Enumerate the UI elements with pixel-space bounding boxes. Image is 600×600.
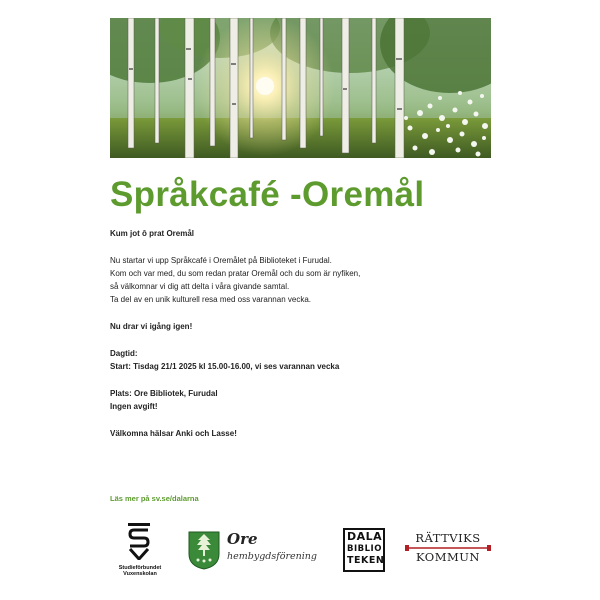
sv-emblem-icon	[110, 522, 170, 560]
rattviks-kommun-logo	[402, 532, 494, 568]
read-more-link[interactable]: Läs mer på sv.se/dalarna	[110, 494, 199, 503]
sv-logo-line2: Vuxenskolan	[123, 571, 157, 577]
greeting-text: Välkomna hälsar Anki och Lasse!	[110, 429, 237, 438]
body-line: Nu startar vi upp Språkcafé i Oremålet på Biblioteket i Furudal.	[110, 256, 332, 265]
rattvik-logo-w2: KOMMUN	[415, 550, 480, 564]
intro-heading: Kum jot ô prat Oremål	[110, 229, 195, 238]
rattvik-logo-w1: RÄTTVIKS	[415, 531, 481, 545]
dalabiblioteken-logo	[343, 528, 385, 572]
schedule-label: Dagtid:	[110, 349, 138, 358]
sv-logo	[110, 522, 170, 578]
body-line: Ta del av en unik kulturell resa med oss varannan vecka.	[110, 295, 311, 304]
ore-hembygd-logo	[187, 530, 317, 570]
place-location: Plats: Ore Bibliotek, Furudal	[110, 389, 218, 398]
body-line: Kom och var med, du som redan pratar Oremål och du som är nyfiken,	[110, 269, 361, 278]
page-title: Språkcafé -Oremål	[110, 175, 425, 214]
dala-logo-w3: TEKEN	[347, 555, 385, 566]
dala-logo-w1: DALA	[347, 530, 383, 543]
hero-forest-image	[110, 18, 491, 158]
dala-logo-w2: BIBLIO	[347, 544, 382, 554]
place-fee: Ingen avgift!	[110, 402, 158, 411]
ore-logo-sub: hembygdsförening	[227, 551, 317, 562]
body-line: så välkomnar vi dig att delta i våra givande samtal.	[110, 282, 290, 291]
ore-shield-icon	[187, 530, 221, 570]
sv-logo-line1: Studieförbundet	[118, 565, 162, 571]
restart-text: Nu drar vi igång igen!	[110, 322, 193, 331]
schedule-start: Start: Tisdag 21/1 2025 kl 15.00-16.00, vi ses varannan vecka	[110, 362, 340, 371]
ore-logo-name: Ore	[227, 530, 258, 548]
